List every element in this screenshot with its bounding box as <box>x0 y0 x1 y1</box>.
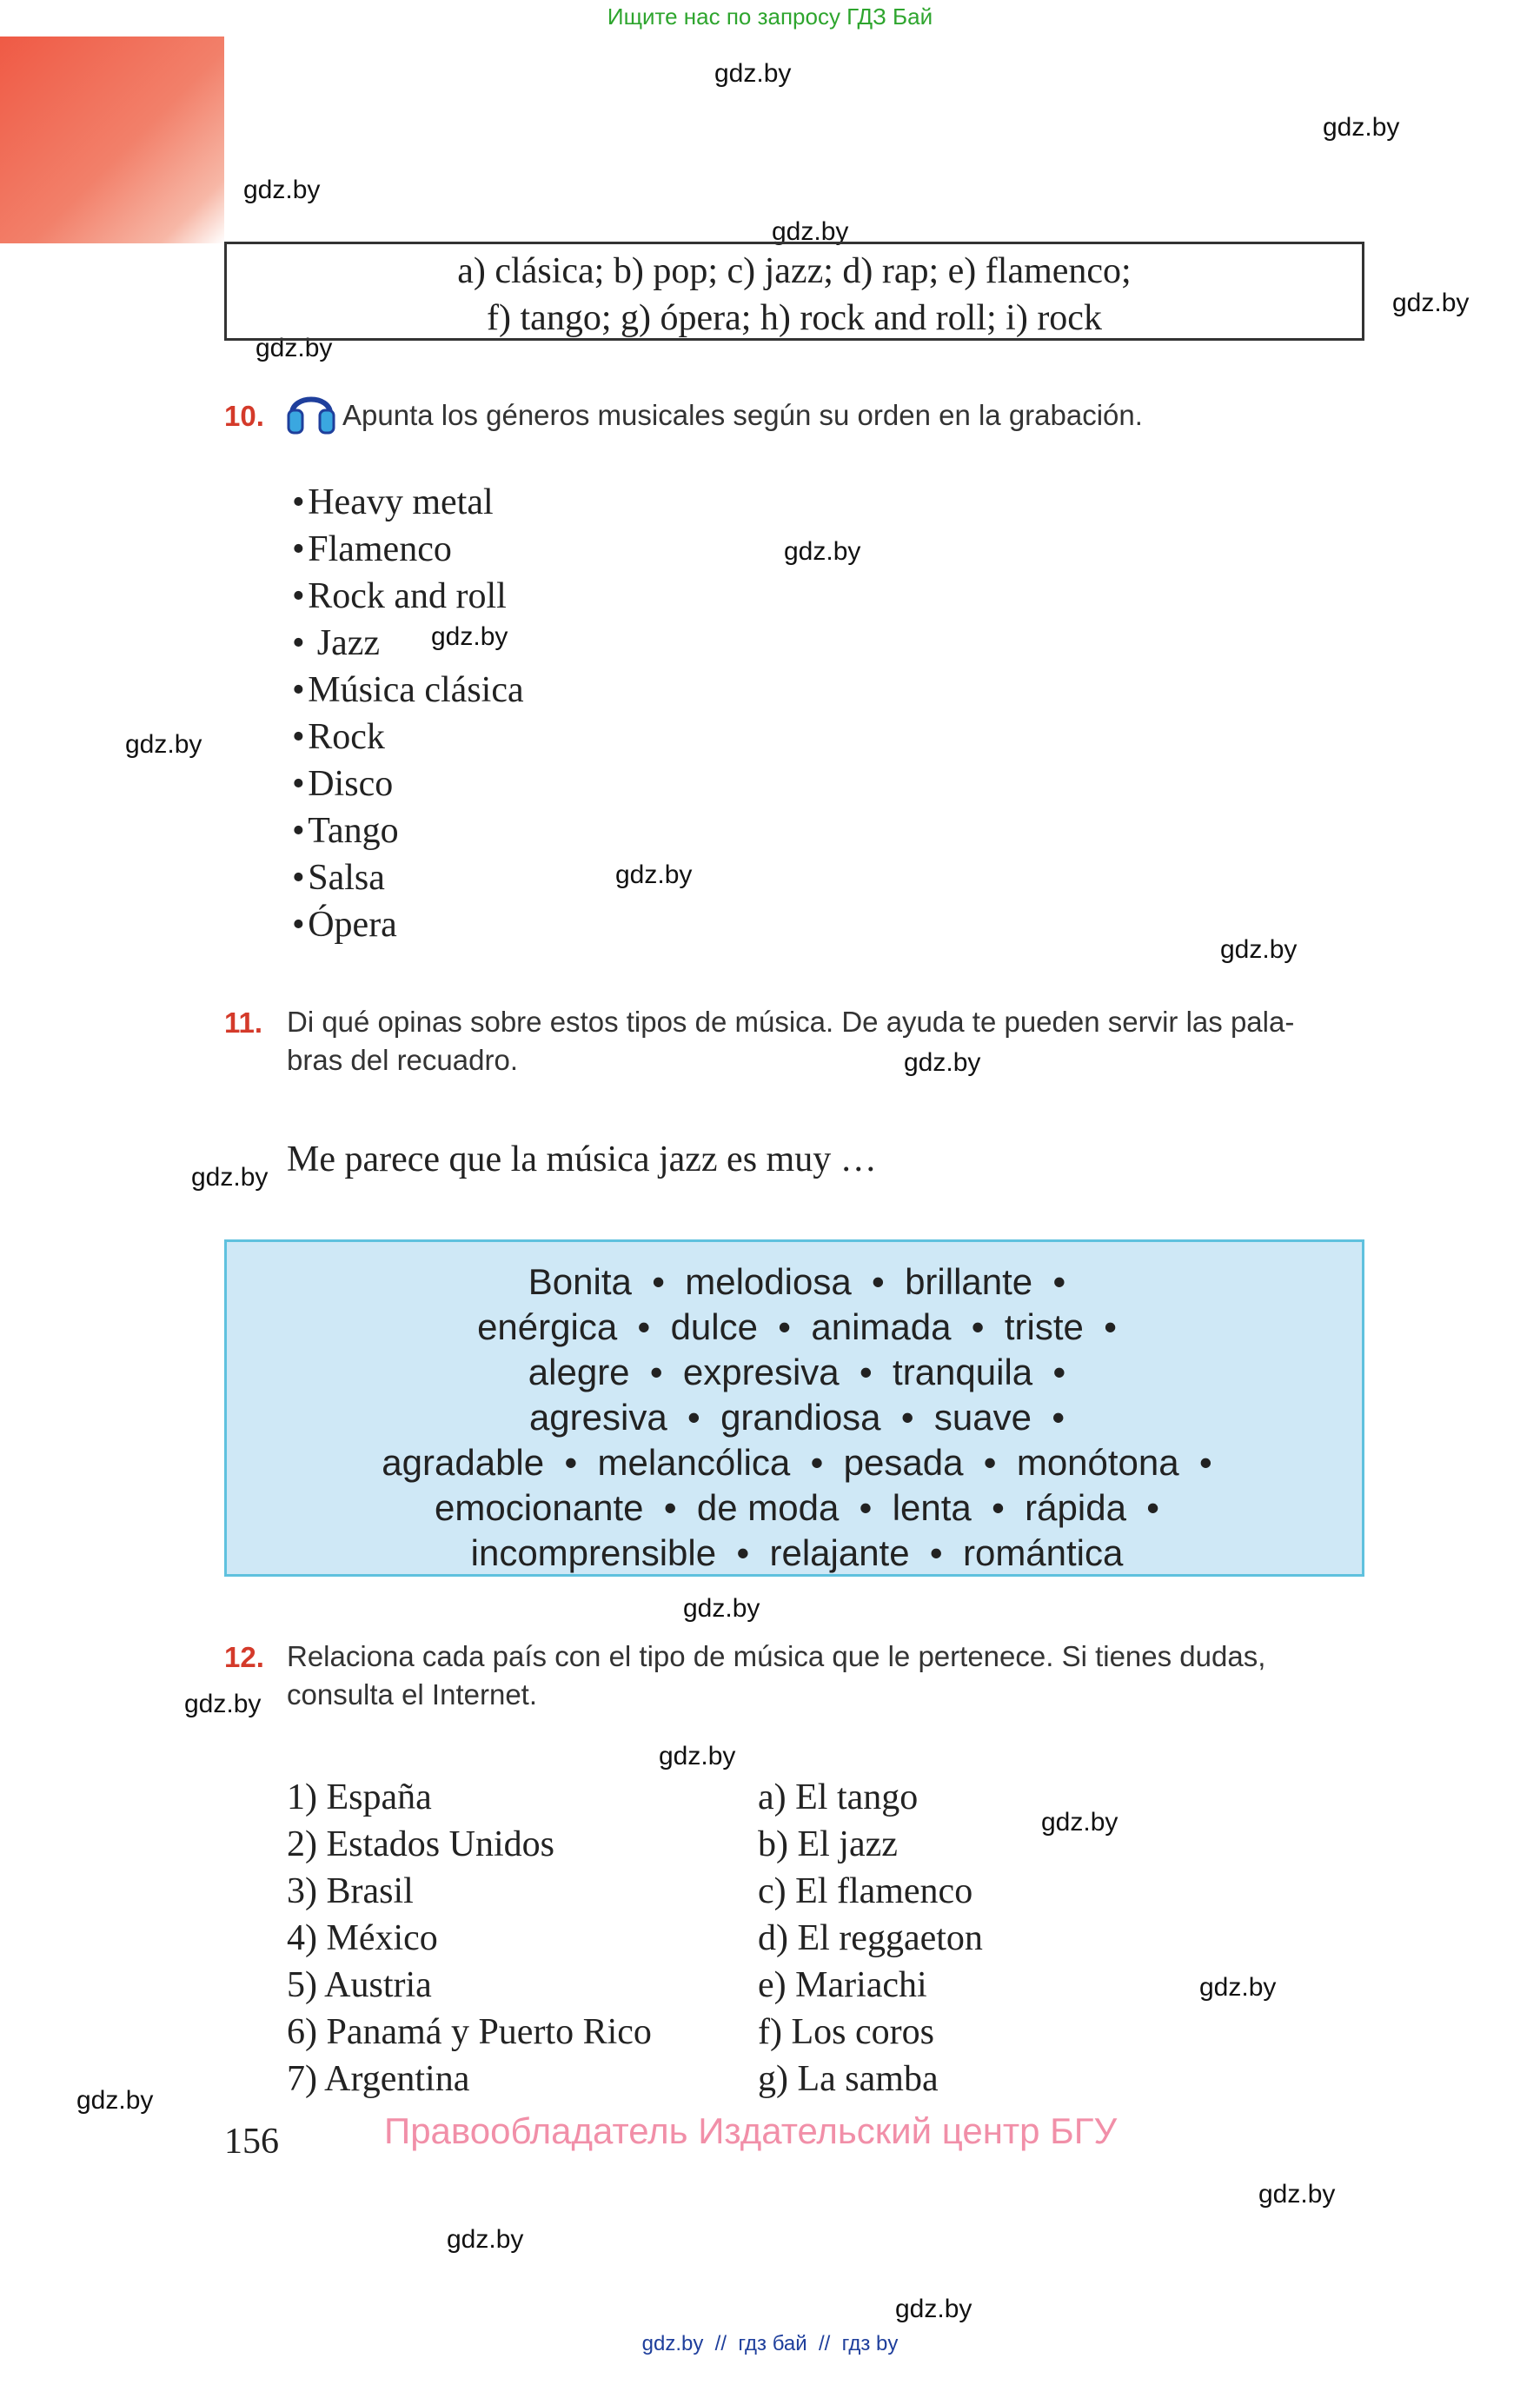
word-line: alegre • expresiva • tranquila • <box>528 1352 1066 1392</box>
watermark: gdz.by <box>659 1742 736 1770</box>
exercise-instruction: Apunta los géneros musicales según su orden en la grabación. <box>342 399 1143 431</box>
watermark: gdz.by <box>714 59 792 88</box>
exercise-instruction: Di qué opinas sobre estos tipos de música. De ayuda te pueden servir las pala- <box>287 1006 1295 1038</box>
music-item: b) El jazz <box>758 1824 898 1864</box>
watermark: gdz.by <box>895 2295 972 2323</box>
watermark: gdz.by <box>1041 1808 1118 1837</box>
watermark: gdz.by <box>1323 113 1400 142</box>
watermark: gdz.by <box>615 860 693 889</box>
watermark: gdz.by <box>1258 2180 1336 2209</box>
country-item: 4) México <box>287 1918 438 1958</box>
genre-options-line: f) tango; g) ópera; h) rock and roll; i) rock <box>487 298 1102 338</box>
corner-decoration <box>0 37 224 243</box>
word-line: Bonita • melodiosa • brillante • <box>528 1261 1066 1302</box>
word-line: incomprensible • relajante • romántica <box>470 1532 1124 1573</box>
country-item: 5) Austria <box>287 1965 432 2005</box>
country-item: 7) Argentina <box>287 2059 470 2099</box>
exercise-instruction: consulta el Internet. <box>287 1678 538 1711</box>
word-box <box>224 1239 1364 1577</box>
country-item: 6) Panamá y Puerto Rico <box>287 2012 652 2052</box>
watermark: gdz.by <box>683 1594 760 1623</box>
music-item: c) El flamenco <box>758 1871 973 1911</box>
footer-links[interactable]: gdz.by // гдз бай // гдз by <box>641 2332 899 2355</box>
watermark: gdz.by <box>1199 1973 1277 2002</box>
genre-list-item: • Tango <box>292 811 399 851</box>
copyright-notice: Правообладатель Издательский центр БГУ <box>384 2110 1118 2151</box>
word-line: enérgica • dulce • animada • triste • <box>477 1306 1117 1347</box>
watermark: gdz.by <box>1392 289 1470 317</box>
country-item: 2) Estados Unidos <box>287 1824 554 1864</box>
watermark: gdz.by <box>447 2225 524 2254</box>
music-item: a) El tango <box>758 1777 919 1817</box>
watermark: gdz.by <box>76 2086 154 2115</box>
country-item: 1) España <box>287 1777 432 1817</box>
watermark: gdz.by <box>184 1690 262 1718</box>
watermark: gdz.by <box>904 1048 981 1077</box>
watermark: gdz.by <box>1220 935 1298 964</box>
genre-list-item: • Heavy metal <box>292 482 494 522</box>
watermark: gdz.by <box>784 537 861 566</box>
genre-list-item: • Música clásica <box>292 670 524 710</box>
exercise-instruction: bras del recuadro. <box>287 1044 518 1076</box>
genre-options-line: a) clásica; b) pop; c) jazz; d) rap; e) flamenco; <box>457 251 1132 291</box>
watermark: gdz.by <box>431 622 508 651</box>
watermark: gdz.by <box>772 217 849 246</box>
exercise-number: 12. <box>224 1641 264 1673</box>
genre-list-item: • Rock and roll <box>292 576 507 616</box>
exercise-number: 10. <box>224 400 264 432</box>
genre-list-item: • Ópera <box>292 905 397 945</box>
music-item: f) Los coros <box>758 2012 934 2052</box>
genre-list-item: • Rock <box>292 717 385 757</box>
genre-list-item: • Flamenco <box>292 529 452 569</box>
watermark: gdz.by <box>256 334 333 362</box>
music-item: g) La samba <box>758 2059 939 2099</box>
word-line: agresiva • grandiosa • suave • <box>528 1397 1065 1438</box>
page-number: 156 <box>224 2122 279 2162</box>
search-banner[interactable]: Ищите нас по запросу ГДЗ Бай <box>607 3 933 30</box>
word-line: emocionante • de moda • lenta • rápida • <box>435 1487 1159 1528</box>
music-item: e) Mariachi <box>758 1965 927 2005</box>
country-item: 3) Brasil <box>287 1871 414 1911</box>
watermark: gdz.by <box>125 730 202 759</box>
exercise-number: 11. <box>224 1006 263 1039</box>
watermark: gdz.by <box>191 1163 269 1192</box>
music-item: d) El reggaeton <box>758 1918 983 1958</box>
genre-options-box <box>224 242 1364 341</box>
genre-list-item: • Jazz <box>292 623 380 663</box>
headphones-icon <box>285 384 337 435</box>
watermark: gdz.by <box>243 176 321 204</box>
genre-list-item: • Disco <box>292 764 394 804</box>
exercise-instruction: Relaciona cada país con el tipo de música que le pertenece. Si tienes dudas, <box>287 1640 1266 1672</box>
word-line: agradable • melancólica • pesada • monótona • <box>382 1442 1212 1483</box>
genre-list-item: • Salsa <box>292 858 385 898</box>
example-sentence: Me parece que la música jazz es muy … <box>287 1139 877 1179</box>
